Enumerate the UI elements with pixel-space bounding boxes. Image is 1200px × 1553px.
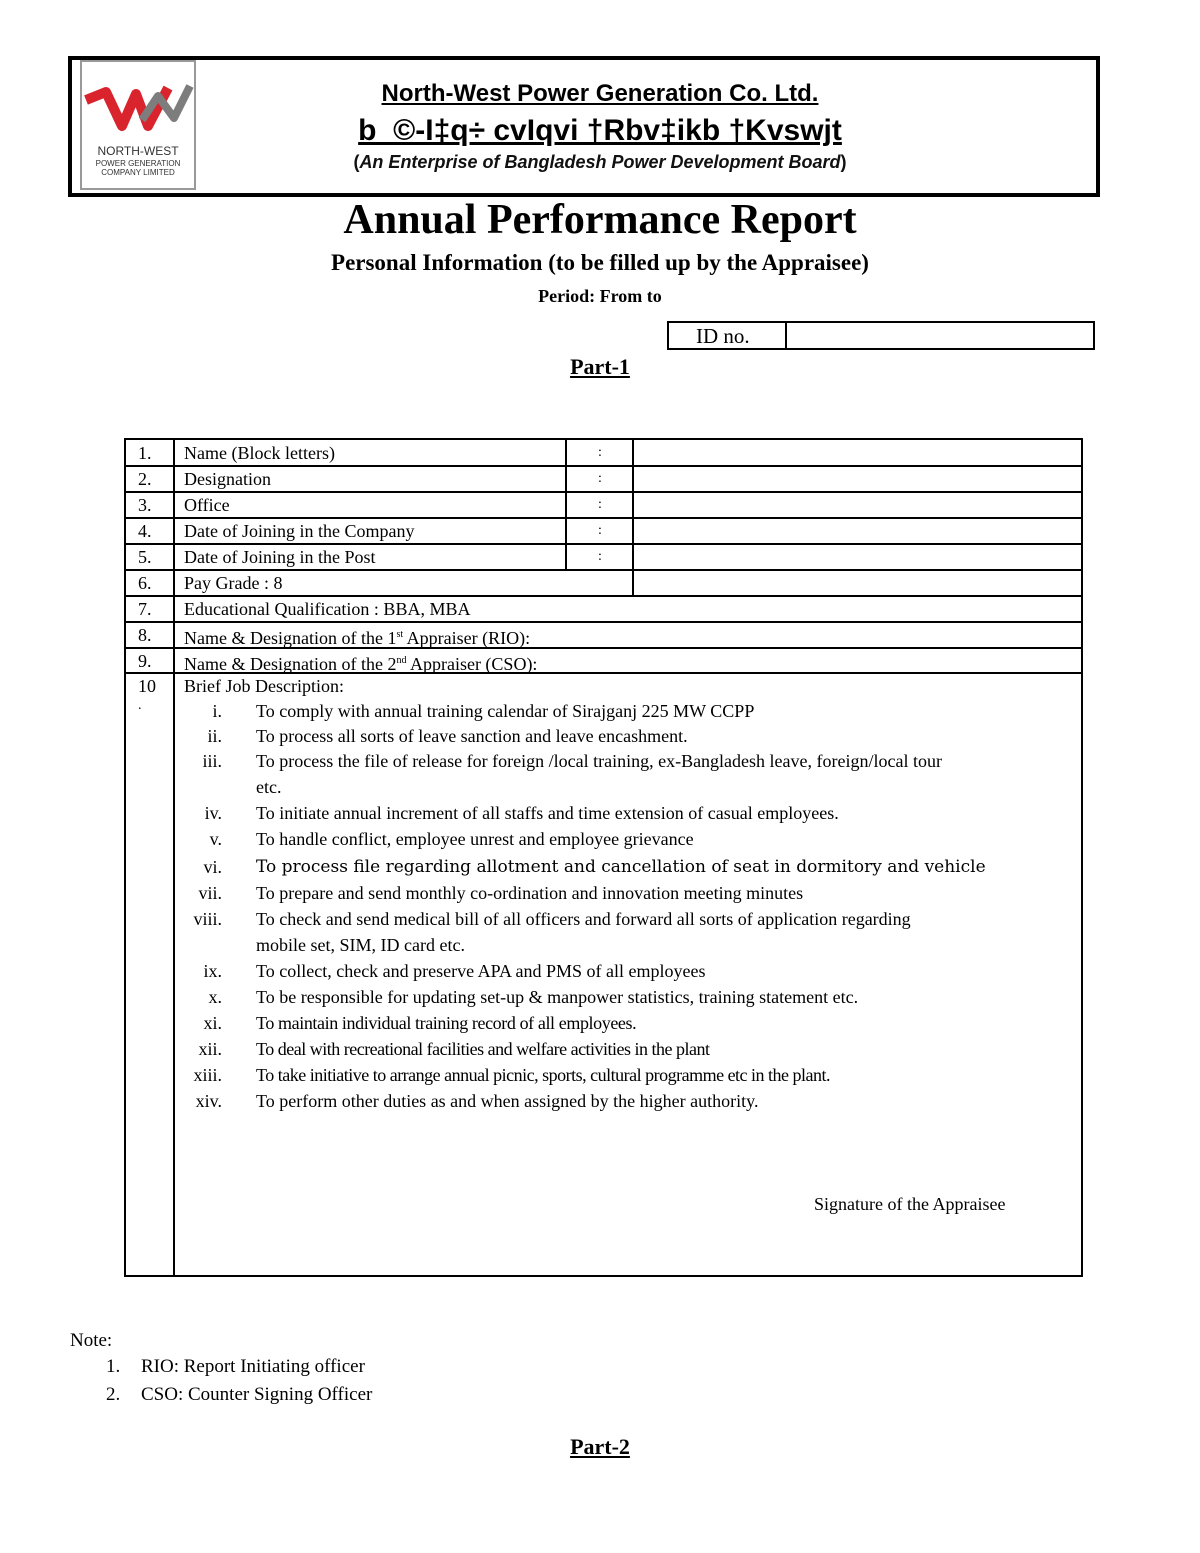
enterprise-note-text: An Enterprise of Bangladesh Power Development Board	[359, 152, 841, 172]
period-line: Period: From to	[538, 286, 662, 306]
row-number: 1.	[138, 443, 152, 463]
row-label: Name & Designation of the 2nd Appraiser (CSO):	[184, 654, 538, 674]
row-number: 5.	[138, 547, 152, 567]
row-colon: :	[598, 497, 602, 512]
row-number: 8.	[138, 625, 152, 645]
row-colon: :	[598, 523, 602, 538]
row-number: 9.	[138, 651, 152, 671]
row-number: 4.	[138, 521, 152, 541]
row-label: Brief Job Description:	[184, 676, 344, 696]
logo-text-line3: COMPANY LIMITED	[101, 168, 175, 177]
part1-heading: Part-1	[570, 354, 630, 379]
row-label: Office	[184, 495, 230, 515]
row-number: 10	[138, 676, 156, 696]
row-colon: :	[598, 549, 602, 564]
row-colon: :	[598, 471, 602, 486]
note-heading: Note:	[70, 1330, 113, 1351]
report-title: Annual Performance Report	[343, 197, 857, 243]
row-number-dot: .	[138, 698, 142, 713]
note-item: 2. CSO: Counter Signing Officer	[106, 1384, 373, 1405]
signature-label: Signature of the Appraisee	[814, 1194, 1006, 1214]
id-field[interactable]	[787, 323, 1093, 348]
row-number: 6.	[138, 573, 152, 593]
job-description-list: i. To comply with annual training calendar of Sirajganj 225 MW CCPP ii. To process all sorts of leave sanction and leave encashment. iii. To process the file of release for foreign /local training, ex-Bangladesh leave, foreign/local tour etc. iv. To initiate annual increment of all staffs and time extension of casual employees. v. To handle conflict, employee unrest and employee grievance vi. To process file regarding allotment and cancellation of seat in dormitory and vehicle vii. To prepare and send monthly co-ordination and innovation meeting minutes viii. To check and send medical bill of all officers and forward all sorts of application regarding mobile set, SIM, ID card etc. ix. To collect, check and preserve APA and PMS of all employees x. To be responsible for updating set-up & manpower statistics, training statement etc. xi. To maintain individual training record of all employees. xii. To deal with recreational facilities and welfare activities in the plant xiii. To take initiative to arrange annual picnic, sports, cultural programme etc in the plant. xiv. To perform other duties as and when assigned by the higher authority.	[193, 701, 986, 1111]
id-box	[667, 321, 1095, 350]
row-label: Name (Block letters)	[184, 443, 335, 463]
personal-info-table	[124, 438, 1083, 1277]
row-label: Educational Qualification : BBA, MBA	[184, 599, 471, 619]
id-label: ID no.	[669, 323, 787, 348]
row-colon: :	[598, 445, 602, 460]
enterprise-note: (An Enterprise of Bangladesh Power Development Board)	[353, 152, 847, 172]
row-label: Name & Designation of the 1st Appraiser (RIO):	[184, 628, 531, 648]
report-subtitle: Personal Information (to be filled up by the Appraisee)	[331, 250, 869, 275]
company-name-bangla: b_©-I‡q÷ cvIqvi †Rbv‡ikb †Kvswjt	[358, 114, 842, 147]
row-number: 3.	[138, 495, 152, 515]
row-label: Date of Joining in the Company	[184, 521, 415, 541]
row-label: Pay Grade : 8	[184, 573, 283, 593]
note-item: 1. RIO: Report Initiating officer	[106, 1356, 365, 1377]
row-label: Designation	[184, 469, 271, 489]
row-number: 7.	[138, 599, 152, 619]
row-label: Date of Joining in the Post	[184, 547, 376, 567]
part2-heading: Part-2	[570, 1434, 630, 1459]
row-number: 2.	[138, 469, 152, 489]
logo-text-line2: POWER GENERATION	[95, 159, 181, 168]
logo-text-line1: NORTH-WEST	[97, 144, 179, 158]
company-name: North-West Power Generation Co. Ltd.	[381, 80, 819, 107]
